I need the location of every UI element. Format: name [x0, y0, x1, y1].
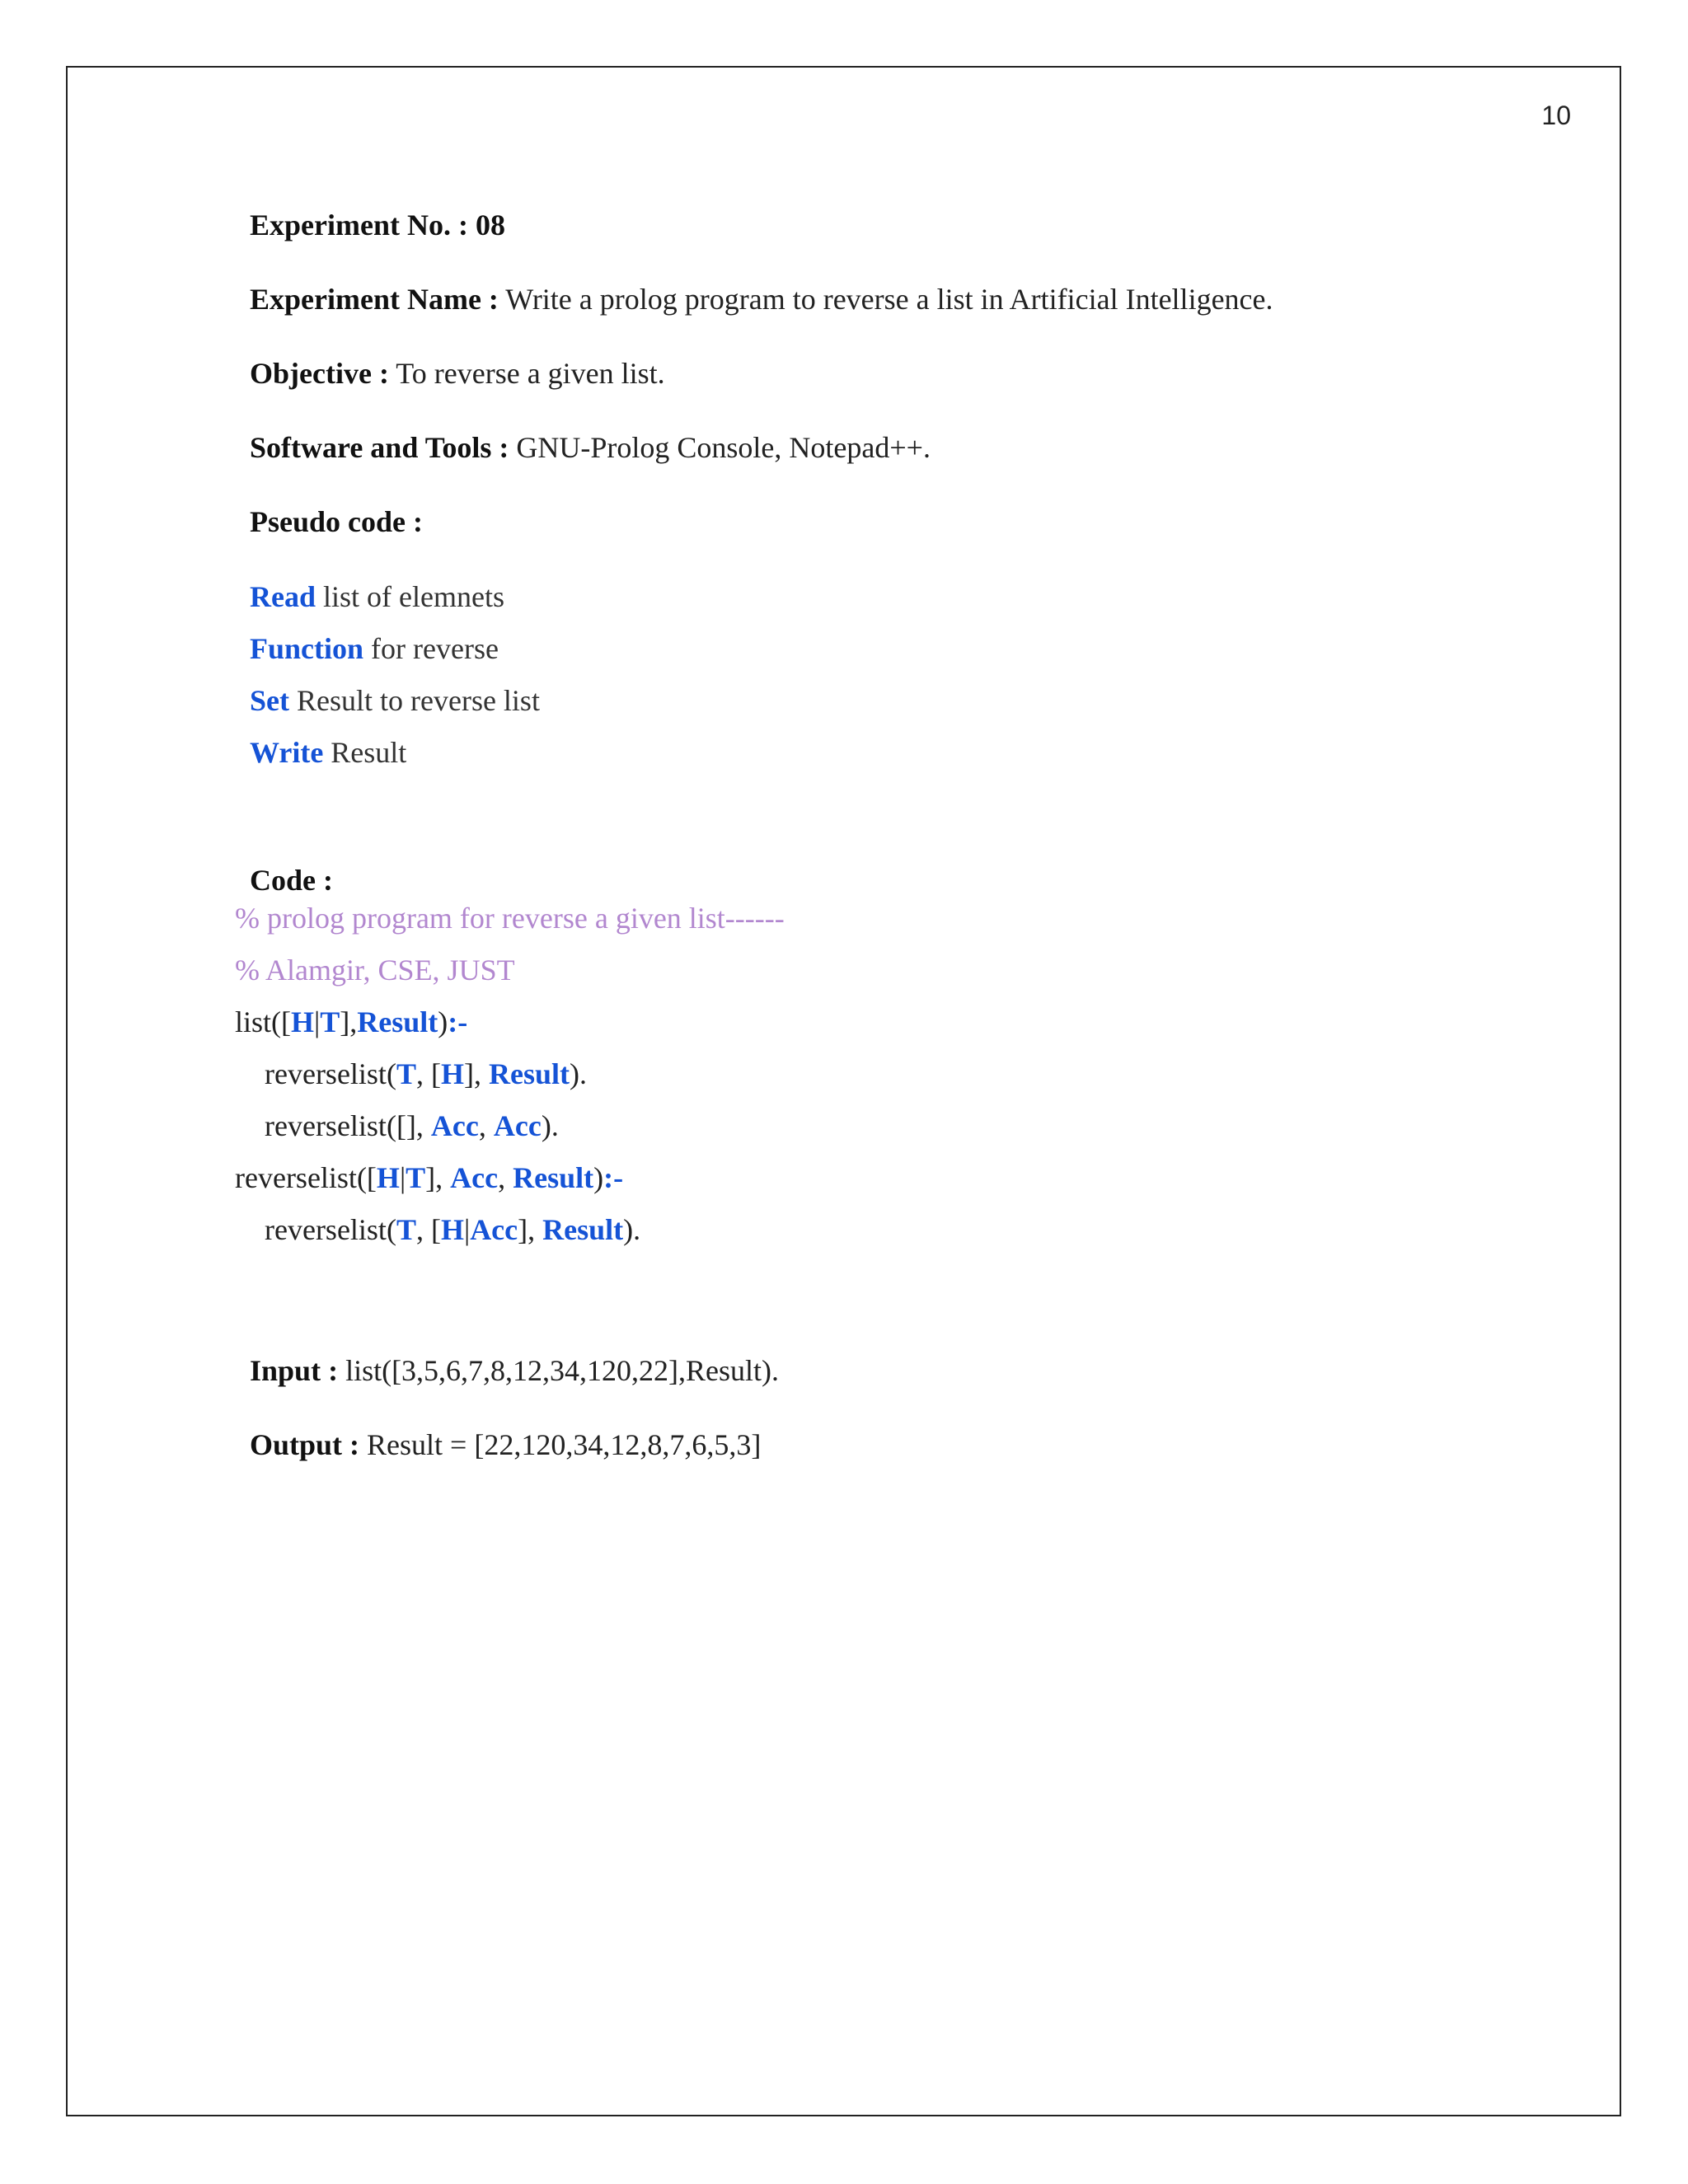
code-line-body-3: reverselist(T, [H|Acc], Result).	[265, 1213, 641, 1246]
input-value: list([3,5,6,7,8,12,34,120,22],Result).	[345, 1354, 780, 1387]
pseudo-text: for reverse	[371, 632, 499, 665]
pseudo-keyword: Read	[250, 580, 316, 613]
output-value: Result = [22,120,34,12,8,7,6,5,3]	[367, 1428, 762, 1461]
output-line	[235, 1390, 761, 1463]
pseudo-keyword: Function	[250, 632, 364, 665]
software-line	[235, 393, 931, 466]
pseudo-line-write	[235, 698, 406, 771]
experiment-no-line	[235, 171, 505, 243]
code-line-reverselist-head: reverselist([H|T], Acc, Result):-	[235, 1161, 624, 1194]
code-line-body-1: reverselist(T, [H], Result).	[265, 1057, 587, 1090]
code-heading: Code :	[250, 864, 333, 897]
experiment-no-label: Experiment No. :	[250, 209, 468, 241]
code-line-list-head: list([H|T],Result):-	[235, 1005, 468, 1038]
experiment-name-label: Experiment Name :	[250, 283, 499, 316]
output-label: Output :	[250, 1428, 360, 1461]
objective-label: Objective :	[250, 357, 389, 390]
pseudo-text: Result	[331, 736, 407, 769]
software-label: Software and Tools :	[250, 431, 509, 464]
page-number: 10	[1541, 101, 1571, 130]
input-label: Input :	[250, 1354, 339, 1387]
pseudo-code-heading: Pseudo code :	[250, 505, 423, 538]
pseudo-keyword: Set	[250, 684, 289, 717]
code-comment-2: % Alamgir, CSE, JUST	[235, 954, 515, 987]
code-line-body-2: reverselist([], Acc, Acc).	[265, 1109, 559, 1142]
software-value: GNU-Prolog Console, Notepad++.	[516, 431, 931, 464]
experiment-name-value: Write a prolog program to reverse a list in Artificial Intelligence.	[505, 283, 1273, 316]
pseudo-text: list of elemnets	[323, 580, 504, 613]
experiment-no-value: 08	[475, 209, 505, 241]
experiment-name-line	[235, 245, 1273, 317]
pseudo-text: Result to reverse list	[297, 684, 540, 717]
objective-value: To reverse a given list.	[396, 357, 665, 390]
pseudo-keyword: Write	[250, 736, 324, 769]
objective-line	[235, 319, 665, 391]
code-comment-1: % prolog program for reverse a given list------	[235, 902, 785, 935]
input-line	[235, 1316, 779, 1389]
